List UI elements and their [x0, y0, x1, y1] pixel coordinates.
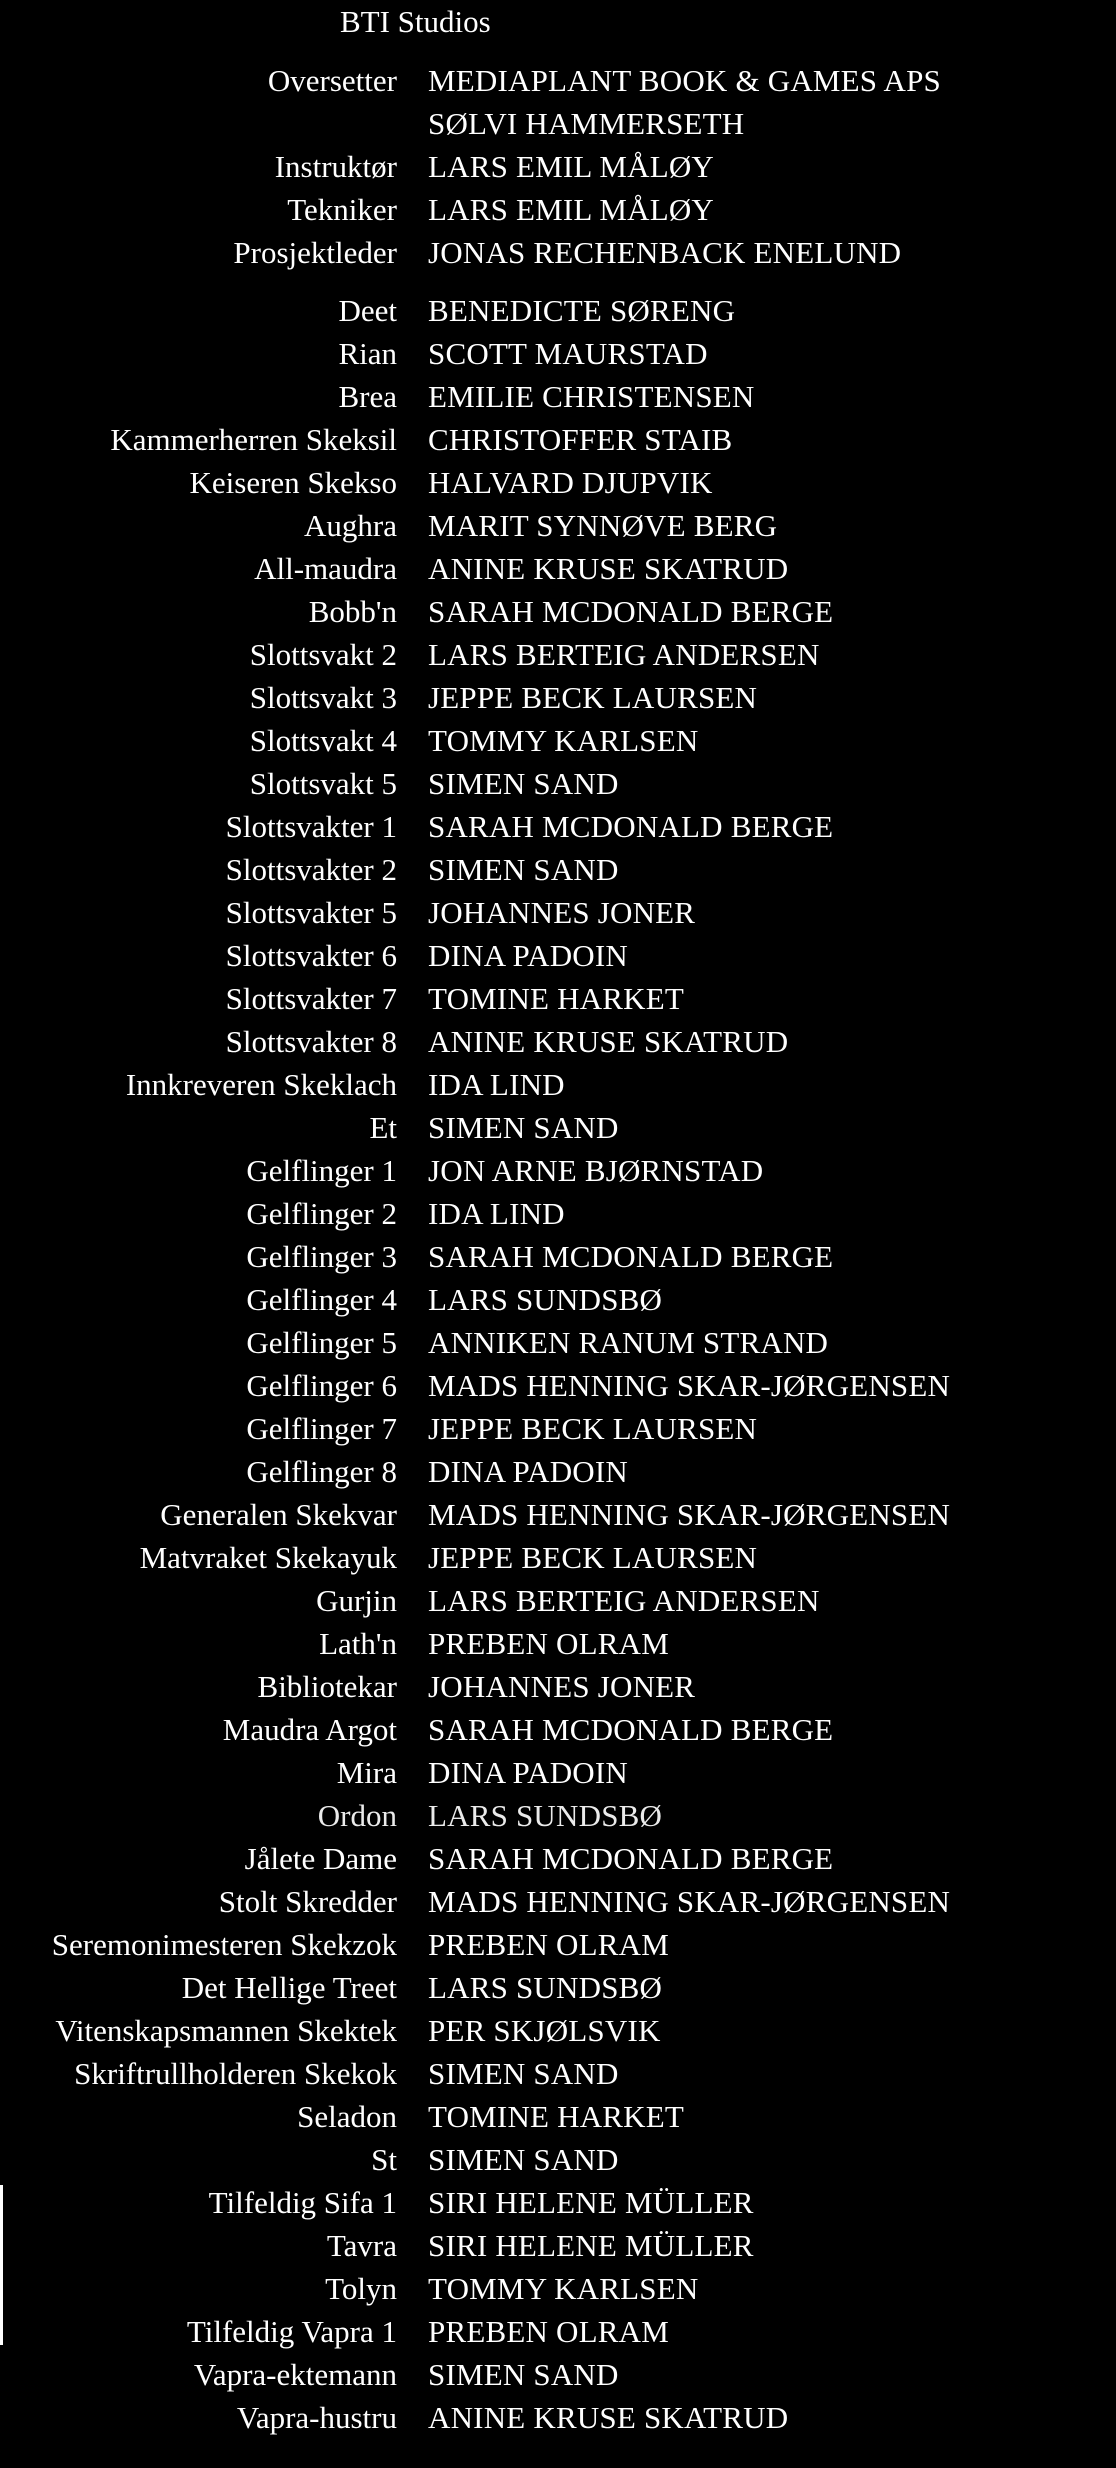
credit-role: Brea [338, 379, 397, 414]
credit-role: Gelflinger 1 [246, 1153, 397, 1188]
credit-name: MADS HENNING SKAR-JØRGENSEN [428, 1497, 951, 1532]
credit-name: LARS SUNDSBØ [428, 1970, 663, 2005]
credit-role: Slottsvakt 2 [249, 637, 397, 672]
credit-role: Tolyn [325, 2271, 397, 2306]
credit-role: Keiseren Skekso [189, 465, 397, 500]
credit-row [0, 188, 1116, 231]
credit-name: LARS EMIL MÅLØY [428, 149, 715, 184]
credit-row [0, 2009, 1116, 2052]
credit-row [0, 1235, 1116, 1278]
credit-name: ANINE KRUSE SKATRUD [428, 1024, 789, 1059]
credit-name: ANINE KRUSE SKATRUD [428, 551, 789, 586]
credit-row [0, 461, 1116, 504]
credit-role: Lath'n [319, 1626, 397, 1661]
credit-role: Slottsvakter 6 [225, 938, 397, 973]
credit-row [0, 2353, 1116, 2396]
credit-role: Kammerherren Skeksil [110, 422, 397, 457]
credit-row [0, 1536, 1116, 1579]
credit-row [0, 2095, 1116, 2138]
credit-row [0, 231, 1116, 274]
credit-row [0, 762, 1116, 805]
credit-row [0, 1450, 1116, 1493]
credit-row [0, 1966, 1116, 2009]
credit-row [0, 145, 1116, 188]
credit-role: St [371, 2142, 397, 2177]
credit-role: Slottsvakter 8 [225, 1024, 397, 1059]
credit-role: Prosjektleder [233, 235, 397, 270]
credit-row [0, 1837, 1116, 1880]
credit-name: SARAH MCDONALD BERGE [428, 1712, 834, 1747]
credit-row [0, 418, 1116, 461]
credit-name: DINA PADOIN [428, 1755, 628, 1790]
credit-name: PREBEN OLRAM [428, 2314, 669, 2349]
credit-row [0, 2224, 1116, 2267]
credit-role: Tekniker [287, 192, 397, 227]
credit-row [0, 590, 1116, 633]
credit-row [0, 1278, 1116, 1321]
credit-name: PER SKJØLSVIK [428, 2013, 661, 2048]
credit-name: DINA PADOIN [428, 938, 628, 973]
credit-role: Mira [336, 1755, 397, 1790]
credit-role: Gelflinger 8 [246, 1454, 397, 1489]
credit-name: SARAH MCDONALD BERGE [428, 594, 834, 629]
credit-role: Slottsvakt 5 [249, 766, 397, 801]
credit-name: SIRI HELENE MÜLLER [428, 2228, 754, 2263]
credit-name: DINA PADOIN [428, 1454, 628, 1489]
credit-role: Slottsvakter 2 [225, 852, 397, 887]
credit-name: JOHANNES JONER [428, 895, 696, 930]
credit-row [0, 1665, 1116, 1708]
credit-role: Innkreveren Skeklach [125, 1067, 397, 1102]
credit-name: ANNIKEN RANUM STRAND [428, 1325, 829, 1360]
credit-row [0, 1063, 1116, 1106]
credit-row [0, 504, 1116, 547]
credit-row [0, 375, 1116, 418]
credit-name: PREBEN OLRAM [428, 1626, 669, 1661]
credit-name: LARS BERTEIG ANDERSEN [428, 1583, 820, 1618]
credit-name: SARAH MCDONALD BERGE [428, 1239, 834, 1274]
credit-row [0, 1880, 1116, 1923]
credit-name: MARIT SYNNØVE BERG [428, 508, 778, 543]
credit-row [0, 719, 1116, 762]
credits-list [0, 59, 1116, 2439]
credit-name: TOMINE HARKET [428, 981, 685, 1016]
credit-role: Matvraket Skekayuk [139, 1540, 397, 1575]
credit-name: SIMEN SAND [428, 1110, 619, 1145]
studio-title: BTI Studios [340, 4, 491, 39]
credit-name: SARAH MCDONALD BERGE [428, 809, 834, 844]
credit-row [0, 1020, 1116, 1063]
credit-role: All-maudra [254, 551, 397, 586]
credit-role: Bibliotekar [257, 1669, 397, 1704]
credit-role: Seladon [297, 2099, 397, 2134]
credit-role: Jålete Dame [244, 1841, 397, 1876]
credit-role: Skriftrullholderen Skekok [74, 2056, 397, 2091]
credit-row [0, 1149, 1116, 1192]
credit-role: Gelflinger 7 [246, 1411, 397, 1446]
credit-role: Gelflinger 3 [246, 1239, 397, 1274]
credit-row [0, 1407, 1116, 1450]
credit-role: Rian [338, 336, 397, 371]
credit-name: JEPPE BECK LAURSEN [428, 1411, 758, 1446]
credit-name: JEPPE BECK LAURSEN [428, 1540, 758, 1575]
credit-role: Bobb'n [308, 594, 397, 629]
credit-row [0, 934, 1116, 977]
edge-artifact [0, 2185, 3, 2345]
credit-name: SIMEN SAND [428, 2056, 619, 2091]
credit-row [0, 1321, 1116, 1364]
credit-row [0, 1106, 1116, 1149]
credit-name: PREBEN OLRAM [428, 1927, 669, 1962]
credit-role: Maudra Argot [222, 1712, 397, 1747]
credit-role: Slottsvakt 3 [249, 680, 397, 715]
credit-role: Slottsvakter 5 [225, 895, 397, 930]
credit-row [0, 289, 1116, 332]
credit-name: SIMEN SAND [428, 2142, 619, 2177]
credit-role: Vapra-ektemann [193, 2357, 397, 2392]
credit-name: IDA LIND [428, 1196, 565, 1231]
credit-row [0, 1923, 1116, 1966]
credit-role: Slottsvakter 7 [225, 981, 397, 1016]
credit-role: Vitenskapsmannen Skektek [55, 2013, 397, 2048]
credit-row [0, 2267, 1116, 2310]
credit-row [0, 2052, 1116, 2095]
credit-row [0, 633, 1116, 676]
credit-name: LARS EMIL MÅLØY [428, 192, 715, 227]
credit-name: LARS SUNDSBØ [428, 1798, 663, 1833]
credit-role: Et [369, 1110, 397, 1145]
credit-row [0, 2310, 1116, 2353]
credit-row [0, 1364, 1116, 1407]
credit-role: Instruktør [274, 149, 397, 184]
credit-name: MEDIAPLANT BOOK & GAMES APS [428, 63, 941, 98]
credit-row [0, 805, 1116, 848]
credit-row [0, 547, 1116, 590]
credit-name: SCOTT MAURSTAD [428, 336, 708, 371]
credit-name: SARAH MCDONALD BERGE [428, 1841, 834, 1876]
credit-name: CHRISTOFFER STAIB [428, 422, 733, 457]
credit-role: Ordon [317, 1798, 397, 1833]
credit-row [0, 676, 1116, 719]
credit-row [0, 2181, 1116, 2224]
credit-name: HALVARD DJUPVIK [428, 465, 713, 500]
credit-name: SIRI HELENE MÜLLER [428, 2185, 754, 2220]
credit-row [0, 59, 1116, 102]
credit-name: IDA LIND [428, 1067, 565, 1102]
credit-row [0, 102, 1116, 145]
credit-name: SIMEN SAND [428, 852, 619, 887]
credit-name: SIMEN SAND [428, 766, 619, 801]
credit-name: TOMMY KARLSEN [428, 723, 699, 758]
credit-name: JOHANNES JONER [428, 1669, 696, 1704]
credit-name: TOMMY KARLSEN [428, 2271, 699, 2306]
credit-role: Seremonimesteren Skekzok [51, 1927, 397, 1962]
credit-name: JON ARNE BJØRNSTAD [428, 1153, 764, 1188]
credit-role: Tilfeldig Sifa 1 [208, 2185, 397, 2220]
credit-name: JEPPE BECK LAURSEN [428, 680, 758, 715]
credit-role: Slottsvakter 1 [225, 809, 397, 844]
credit-role: Gelflinger 4 [246, 1282, 397, 1317]
credit-row [0, 1192, 1116, 1235]
credit-row [0, 848, 1116, 891]
credit-role: Gelflinger 2 [246, 1196, 397, 1231]
credit-row [0, 2396, 1116, 2439]
credit-role: Det Hellige Treet [181, 1970, 397, 2005]
credit-name: MADS HENNING SKAR-JØRGENSEN [428, 1368, 951, 1403]
credit-name: ANINE KRUSE SKATRUD [428, 2400, 789, 2435]
credit-name: BENEDICTE SØRENG [428, 293, 736, 328]
credit-row [0, 1622, 1116, 1665]
credit-role: Tavra [326, 2228, 397, 2263]
credit-row [0, 1708, 1116, 1751]
credit-row [0, 2138, 1116, 2181]
credit-row [0, 977, 1116, 1020]
credit-name: SIMEN SAND [428, 2357, 619, 2392]
credit-role: Generalen Skekvar [160, 1497, 397, 1532]
credit-name: LARS BERTEIG ANDERSEN [428, 637, 820, 672]
credit-row [0, 332, 1116, 375]
credit-role: Stolt Skredder [218, 1884, 397, 1919]
credit-name: MADS HENNING SKAR-JØRGENSEN [428, 1884, 951, 1919]
credit-role: Gelflinger 5 [246, 1325, 397, 1360]
credit-row [0, 1493, 1116, 1536]
credit-role: Oversetter [267, 63, 397, 98]
credit-row [0, 1751, 1116, 1794]
credit-role: Gurjin [316, 1583, 397, 1618]
credit-row [0, 1579, 1116, 1622]
credit-name: LARS SUNDSBØ [428, 1282, 663, 1317]
credit-role: Vapra-hustru [236, 2400, 397, 2435]
credit-name: TOMINE HARKET [428, 2099, 685, 2134]
credit-role: Aughra [304, 508, 397, 543]
credit-role: Gelflinger 6 [246, 1368, 397, 1403]
credit-role: Tilfeldig Vapra 1 [186, 2314, 397, 2349]
credit-row [0, 1794, 1116, 1837]
credit-name: SØLVI HAMMERSETH [428, 106, 745, 141]
credit-role: Deet [338, 293, 397, 328]
credit-role: Slottsvakt 4 [249, 723, 397, 758]
credit-name: EMILIE CHRISTENSEN [428, 379, 755, 414]
credit-name: JONAS RECHENBACK ENELUND [428, 235, 902, 270]
credit-row [0, 891, 1116, 934]
